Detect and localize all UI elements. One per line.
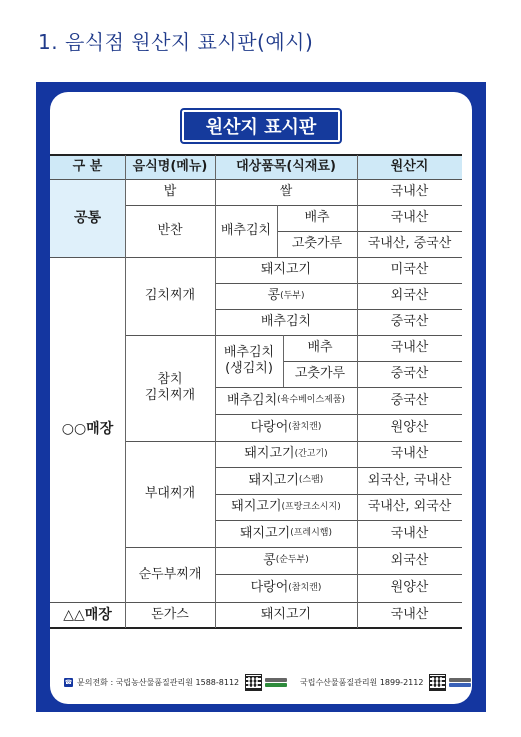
header-dish: 음식명(메뉴)	[125, 155, 215, 179]
document-heading: 1. 음식점 원산지 표시판(예시)	[38, 30, 314, 54]
table-col-rule	[283, 335, 284, 387]
origin-row-7: 국내산	[390, 340, 429, 356]
broth-note: (육수베이스제품)	[277, 395, 346, 406]
origin-row-1: 국내산	[390, 184, 429, 200]
tuna-label-2: 다랑어	[250, 580, 289, 596]
pork-label-4: 돼지고기	[231, 499, 282, 515]
dish-army-stew: 부대찌개	[144, 486, 196, 502]
dish-rice: 밥	[163, 184, 177, 200]
pork-label-2: 돼지고기	[244, 446, 295, 462]
origin-row-10: 원양산	[390, 419, 429, 435]
footer-contact-fish	[300, 674, 471, 691]
ingredient-chili-1: 고춧가루	[291, 236, 343, 252]
origin-row-12: 외국산, 국내산	[367, 472, 452, 488]
ingredient-chili-2: 고춧가루	[294, 366, 346, 382]
ingredient-pork-spam	[215, 467, 357, 494]
header-origin: 원산지	[357, 155, 462, 179]
ingredient-raw-kimchi: 배추김치 (생김치)	[223, 345, 275, 376]
table-rule	[215, 574, 462, 575]
table-rule	[125, 547, 462, 548]
tuna-note-1: (참치캔)	[288, 422, 322, 433]
category-store-b: △△매장	[50, 602, 125, 628]
table-top-rule	[50, 154, 462, 156]
kimchi-broth-label: 배추김치	[226, 392, 278, 408]
origin-row-14: 국내산	[390, 525, 429, 541]
ingredient-bean-1	[215, 283, 357, 309]
spam-note: (스팸)	[298, 475, 324, 486]
table-rule	[215, 494, 462, 495]
table-rule	[215, 309, 462, 310]
dish-soft-tofu-stew: 순두부찌개	[138, 566, 202, 582]
ingredient-rice: 쌀	[279, 184, 293, 200]
qr-code-icon	[245, 674, 262, 691]
table-col-rule	[215, 155, 216, 628]
ingredient-cabbage-2: 배추	[307, 340, 333, 356]
table-rule	[215, 520, 462, 521]
dish-side: 반찬	[157, 223, 183, 239]
soft-tofu-note: (순두부)	[275, 555, 309, 566]
table-rule	[125, 441, 462, 442]
table-rule	[215, 467, 462, 468]
table-rule	[50, 179, 462, 180]
table-col-rule	[357, 155, 358, 628]
ingredient-bean-2	[215, 547, 357, 574]
origin-row-2: 국내산	[390, 210, 429, 226]
footer-right-text: 국립수산물품질관리원 1899-2112	[300, 678, 424, 687]
tuna-label-1: 다랑어	[250, 419, 289, 435]
fish-badge-icon	[449, 678, 471, 687]
ingredient-kimchi: 배추김치	[220, 223, 272, 239]
ingredient-pork-freshham	[215, 520, 357, 547]
sign-title: 원산지 표시판	[182, 110, 340, 142]
ingredient-tuna-2	[215, 574, 357, 602]
pork-label-5: 돼지고기	[239, 525, 291, 541]
origin-row-3: 국내산, 중국산	[367, 236, 452, 252]
table-rule	[215, 414, 462, 415]
table-rule	[125, 335, 462, 336]
table-rule	[215, 387, 462, 388]
table-bottom-rule	[50, 627, 462, 629]
table-rule	[50, 602, 462, 603]
origin-row-11: 국내산	[390, 446, 429, 462]
ham-note: (간고기)	[294, 448, 328, 459]
origin-row-4: 미국산	[390, 262, 429, 278]
table-rule	[277, 231, 462, 232]
table-rule	[283, 361, 462, 362]
dish-kimchi-stew: 김치찌개	[144, 288, 196, 304]
sausage-note: (프랑크소시지)	[281, 501, 341, 512]
ingredient-tuna-1	[215, 414, 357, 441]
bean-note: (두부)	[280, 290, 305, 301]
ingredient-pork-1: 돼지고기	[260, 262, 312, 278]
sign-panel	[50, 92, 472, 704]
ingredient-pork-ham	[215, 441, 357, 467]
origin-row-8: 중국산	[390, 366, 429, 382]
qr-code-icon	[429, 674, 446, 691]
ingredient-kimchi-2: 배추김치	[260, 314, 312, 330]
table-col-rule	[277, 205, 278, 257]
origin-row-6: 중국산	[390, 314, 429, 330]
origin-row-13: 국내산, 외국산	[367, 499, 452, 515]
origin-row-17: 국내산	[390, 607, 429, 623]
footer-left-text: 문의전화 : 국립농산물품질관리원 1588-8112	[77, 678, 240, 687]
table-rule	[215, 283, 462, 284]
category-common: 공통	[50, 179, 125, 257]
table-rule	[50, 257, 462, 258]
origin-row-16: 원양산	[390, 580, 429, 596]
bean-label-2: 콩	[263, 552, 276, 568]
ingredient-pork-6: 돼지고기	[260, 607, 312, 623]
ingredient-kimchi-broth	[215, 387, 357, 414]
ingredient-cabbage-1: 배추	[304, 210, 330, 226]
sign-frame	[36, 82, 486, 712]
header-ingredient: 대상품목(식재료)	[215, 155, 357, 179]
dish-tuna-kimchi-stew: 참치 김치찌개	[144, 372, 196, 403]
category-store-a: ○○매장	[50, 257, 125, 602]
table-col-rule	[125, 155, 126, 628]
table-rule	[125, 205, 462, 206]
tuna-note-2: (참치캔)	[288, 582, 322, 593]
pork-label-3: 돼지고기	[248, 472, 299, 488]
bean-label: 콩	[267, 288, 281, 304]
agri-badge-icon	[265, 678, 287, 687]
header-category: 구 분	[50, 155, 125, 179]
freshham-note: (프레시햄)	[290, 528, 333, 539]
origin-row-9: 중국산	[390, 392, 429, 408]
ingredient-pork-sausage	[215, 494, 357, 520]
sign-footer	[64, 670, 464, 694]
origin-row-5: 외국산	[390, 288, 429, 304]
dish-pork-cutlet: 돈가스	[151, 607, 189, 623]
footer-contact-agri	[64, 674, 287, 691]
origin-row-15: 외국산	[390, 552, 429, 568]
phone-icon: ☎	[64, 679, 73, 686]
